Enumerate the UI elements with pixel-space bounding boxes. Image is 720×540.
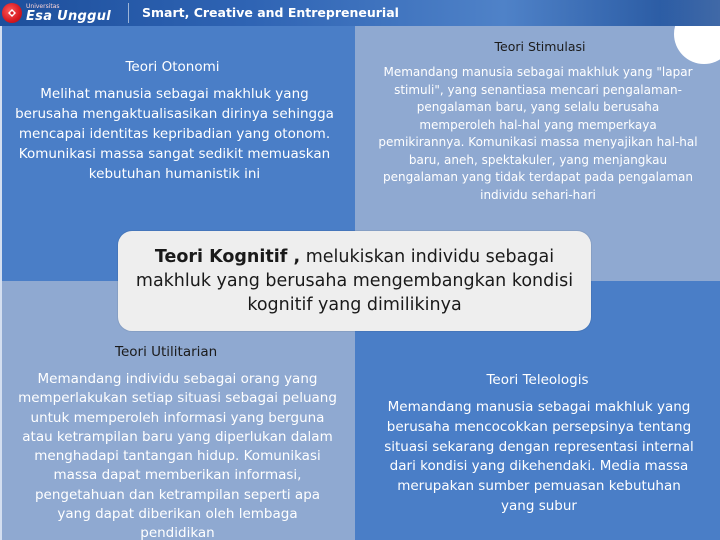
center-description: melukiskan individu sebagai makhluk yang berusaha mengembangkan kondisi kognitif yang dimilikinya: [135, 247, 574, 315]
stimulasi-title: Teori Stimulasi: [494, 39, 586, 54]
center-text: [135, 245, 575, 317]
teleologis-body: Memandang manusia sebagai makhluk yang berusaha mencocokkan persepsinya tentang situasi sekarang dengan representasi internal dari kondisi yang dikehendaki. Media massa merupakan sumber pemuasan kebutuhan yang subur: [384, 399, 694, 514]
stimulasi-body: Memandang manusia sebagai makhluk yang "lapar stimuli", yang senantiasa mencari pengalaman- pengalaman baru, yang selalu berusaha memperoleh hal-hal yang memperkaya pemikirannya. Komunikasi massa menyajikan hal-hal baru, aneh, spektakuler, yang menjangkau pengalaman yang tidak terdapat pada pengalaman individu sehari-hari: [378, 65, 698, 202]
logo-name: Esa Unggul: [26, 8, 112, 24]
teleologis-title: Teori Teleologis: [486, 372, 589, 388]
tagline: Smart, Creative and Entrepreneurial: [142, 5, 399, 20]
utilitarian-title: Teori Utilitarian: [115, 344, 218, 360]
header-shade: [660, 0, 720, 26]
center-bold-title: Teori Kognitif ,: [154, 247, 301, 267]
university-logo-icon: [2, 3, 22, 23]
logo: [2, 2, 111, 24]
logo-small-text: Universitas: [26, 2, 60, 10]
header-bar: [0, 0, 720, 26]
header-divider: [128, 3, 129, 23]
utilitarian-body: Memandang individu sebagai orang yang memperlakukan setiap situasi sebagai peluang untuk memperoleh informasi yang berguna atau ketrampilan baru yang diperlukan dalam menghadapi tantangan hidup. Komunikasi massa dapat memberikan informasi, pengetahuan dan ketrampilan seperti apa yang dapat diberikan oleh lembaga pendidikan: [18, 371, 337, 540]
otonomi-body: Melihat manusia sebagai makhluk yang berusaha mengaktualisasikan dirinya sehingga mencapai identitas kepribadian yang otonom. Komunikasi massa sangat sedikit memuaskan kebutuhan humanistik ini: [15, 86, 334, 182]
slide-content: [0, 26, 720, 540]
otonomi-title: Teori Otonomi: [125, 59, 220, 75]
center-box: [118, 231, 591, 331]
